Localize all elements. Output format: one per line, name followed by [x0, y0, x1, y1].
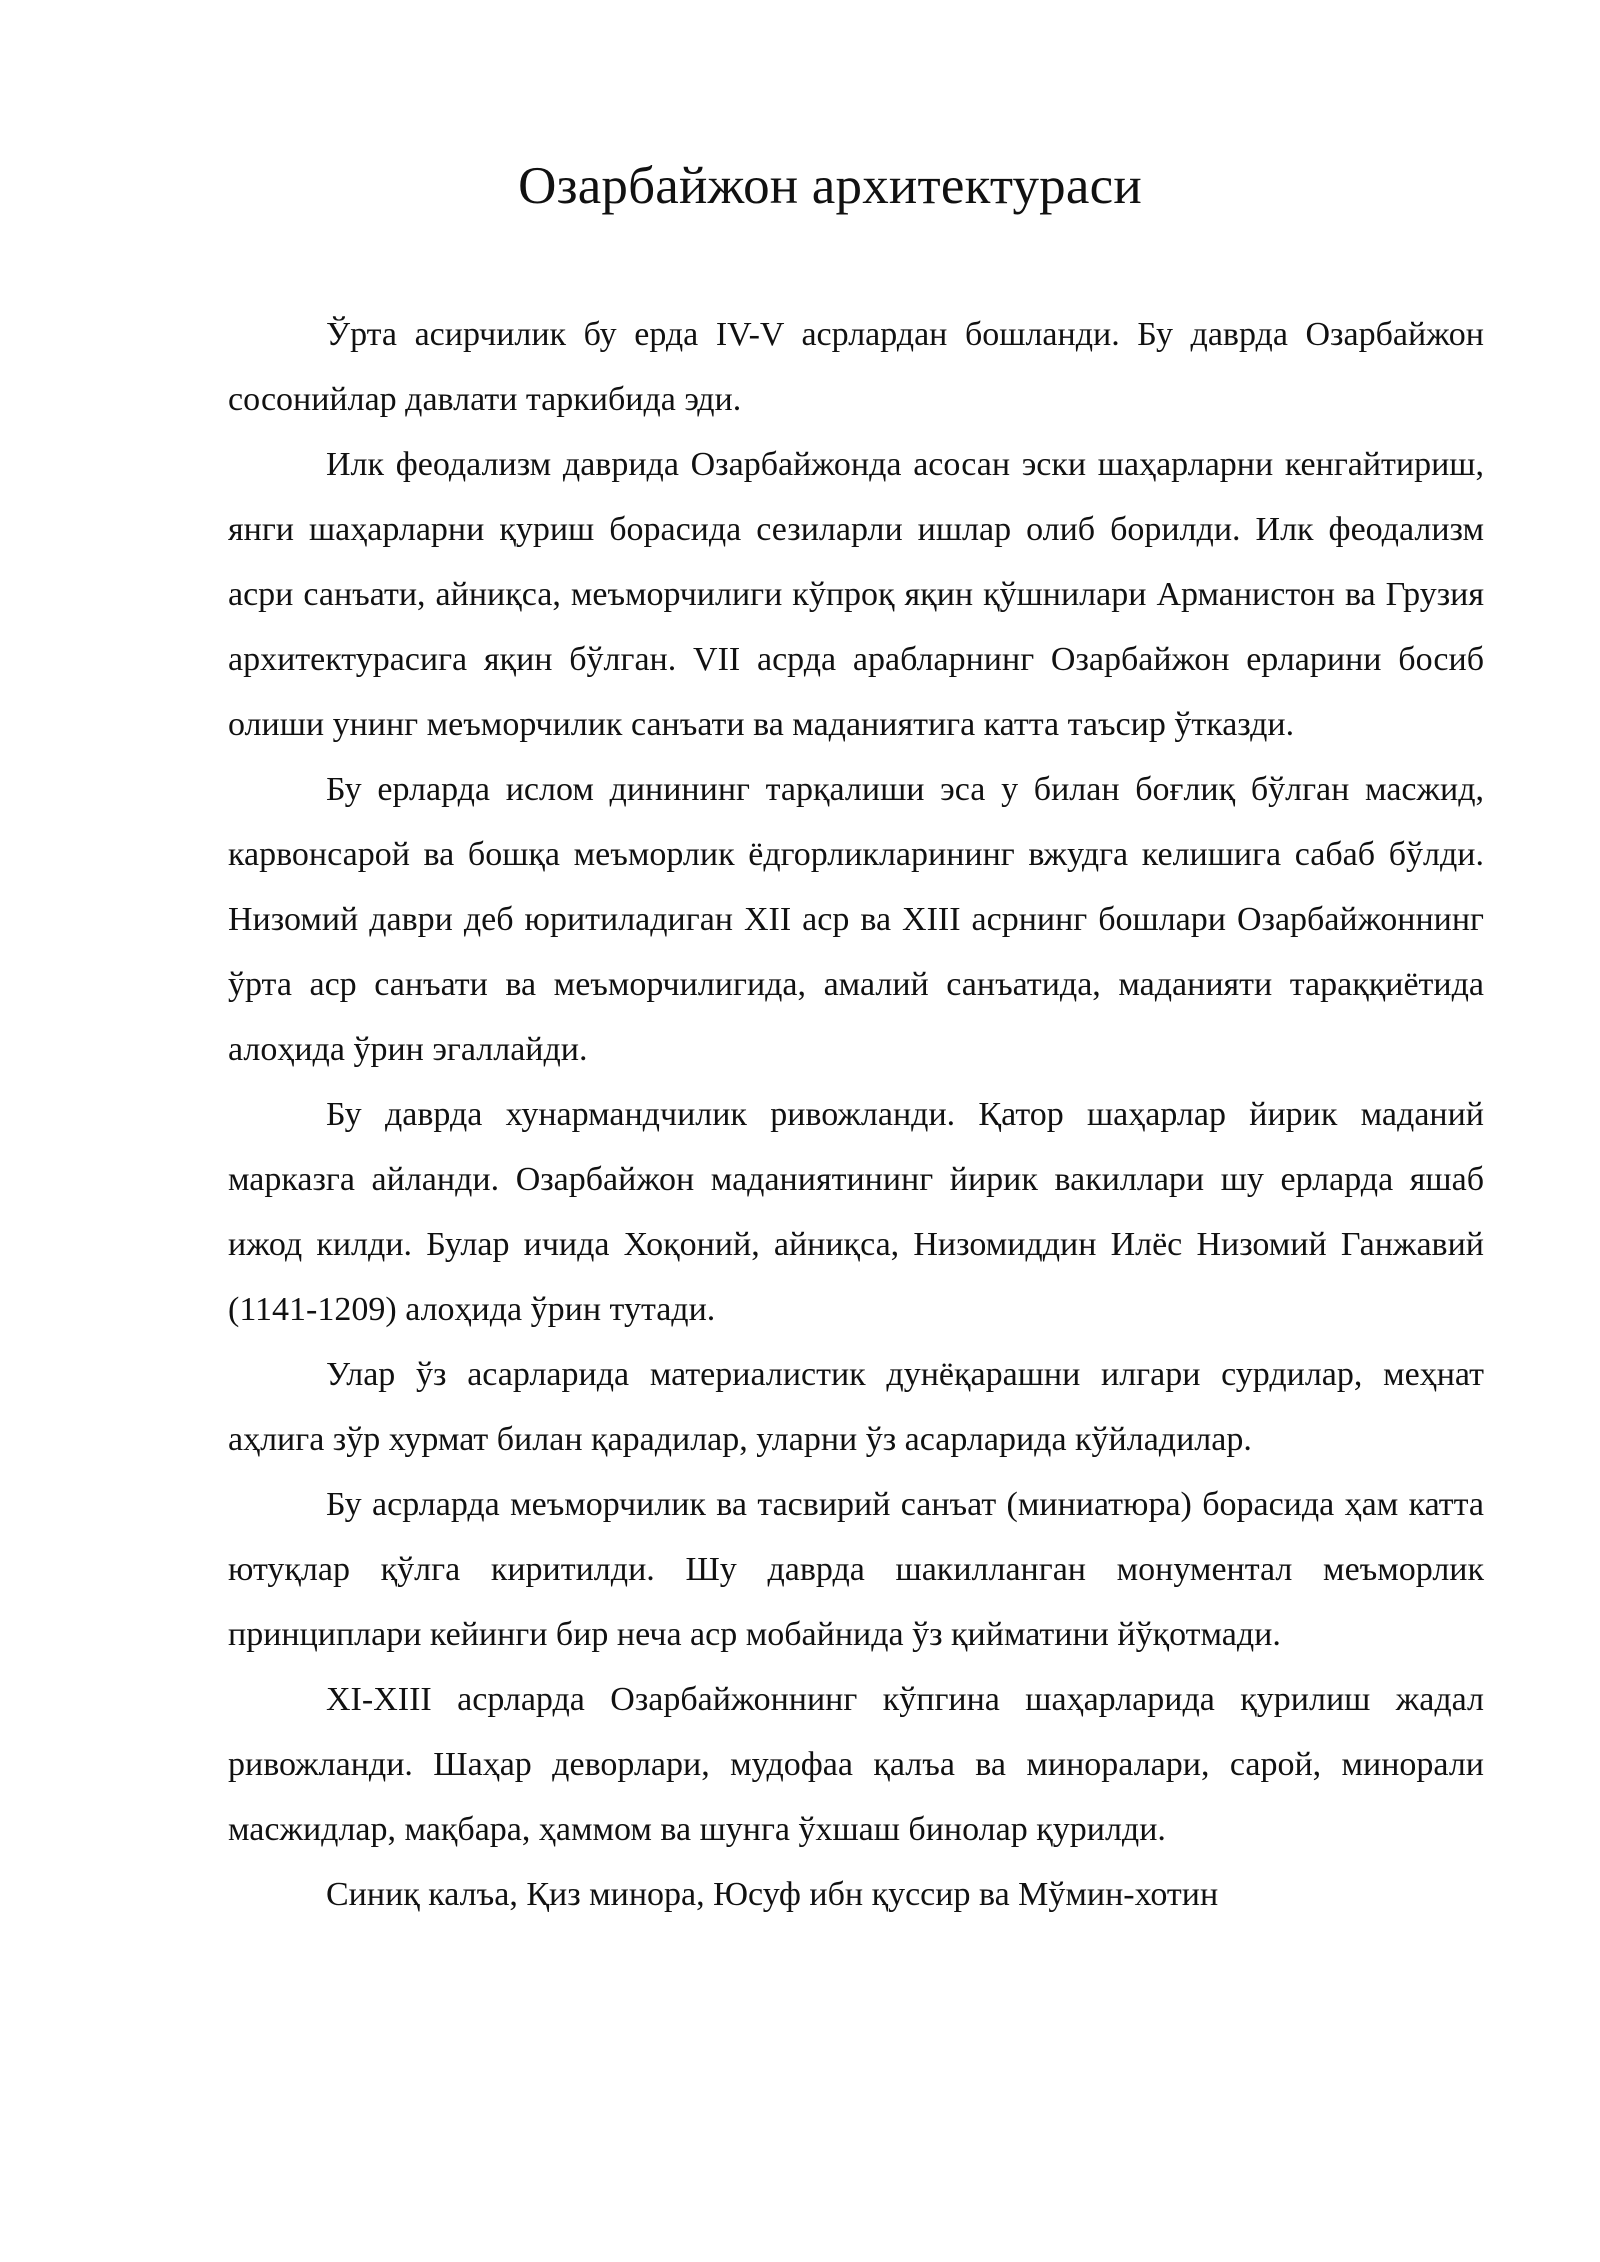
paragraph-4: Бу даврда хунармандчилик ривожланди. Қатор шаҳарлар йирик маданий марказга айланди. Озарбайжон маданиятининг йирик вакиллари шу ерларда яшаб ижод килди. Булар ичида Хоқоний, айниқса, Низомиддин Илёс Низомий Ганжавий (1141-1209) алоҳида ўрин тутади. — [228, 1096, 1484, 1328]
paragraph-5: Улар ўз асарларида материалистик дунёқарашни илгари сурдилар, меҳнат аҳлига зўр хурмат билан қарадилар, уларни ўз асарларида кўйладилар. — [228, 1356, 1484, 1458]
paragraph-1: Ўрта асирчилик бу ерда IV-V асрлардан бошланди. Бу даврда Озарбайжон сосонийлар давлати таркибида эди. — [228, 316, 1484, 418]
document-title: Озарбайжон архитектураси — [518, 157, 1142, 215]
paragraph-7: XI-XIII асрларда Озарбайжоннинг кўпгина шаҳарларида қурилиш жадал ривожланди. Шаҳар деворлари, мудофаа қалъа ва миноралари, сарой, минорали масжидлар, мақбара, ҳаммом ва шунга ўхшаш бинолар қурилди. — [228, 1681, 1484, 1848]
paragraph-8: Синиқ калъа, Қиз минора, Юсуф ибн қуссир ва Мўмин-хотин — [326, 1876, 1219, 1913]
paragraph-6: Бу асрларда меъморчилик ва тасвирий санъат (миниатюра) борасида ҳам катта ютуқлар қўлга киритилди. Шу даврда шакилланган монументал меъморлик принциплари кейинги бир неча аср мобайнида ўз қийматини йўқотмади. — [228, 1486, 1484, 1653]
paragraph-3: Бу ерларда ислом динининг тарқалиши эса у билан боғлиқ бўлган масжид, карвонсарой ва бошқа меъморлик ёдгорликларининг вжудга келишига сабаб бўлди. Низомий даври деб юритиладиган XII аср ва XIII асрнинг бошлари Озарбайжоннинг ўрта аср санъати ва меъморчилигида, амалий санъатида, маданияти тараққиётида алоҳида ўрин эгаллайди. — [228, 771, 1484, 1068]
paragraph-2: Илк феодализм даврида Озарбайжонда асосан эски шаҳарларни кенгайтириш, янги шаҳарларни қуриш борасида сезиларли ишлар олиб борилди. Илк феодализм асри санъати, айниқса, меъморчилиги кўпроқ яқин қўшнилари Арманистон ва Грузия архитектурасига яқин бўлган. VII асрда арабларнинг Озарбайжон ерларини босиб олиши унинг меъморчилик санъати ва маданиятига катта таъсир ўтказди. — [228, 446, 1484, 743]
document-body — [228, 302, 1484, 1927]
